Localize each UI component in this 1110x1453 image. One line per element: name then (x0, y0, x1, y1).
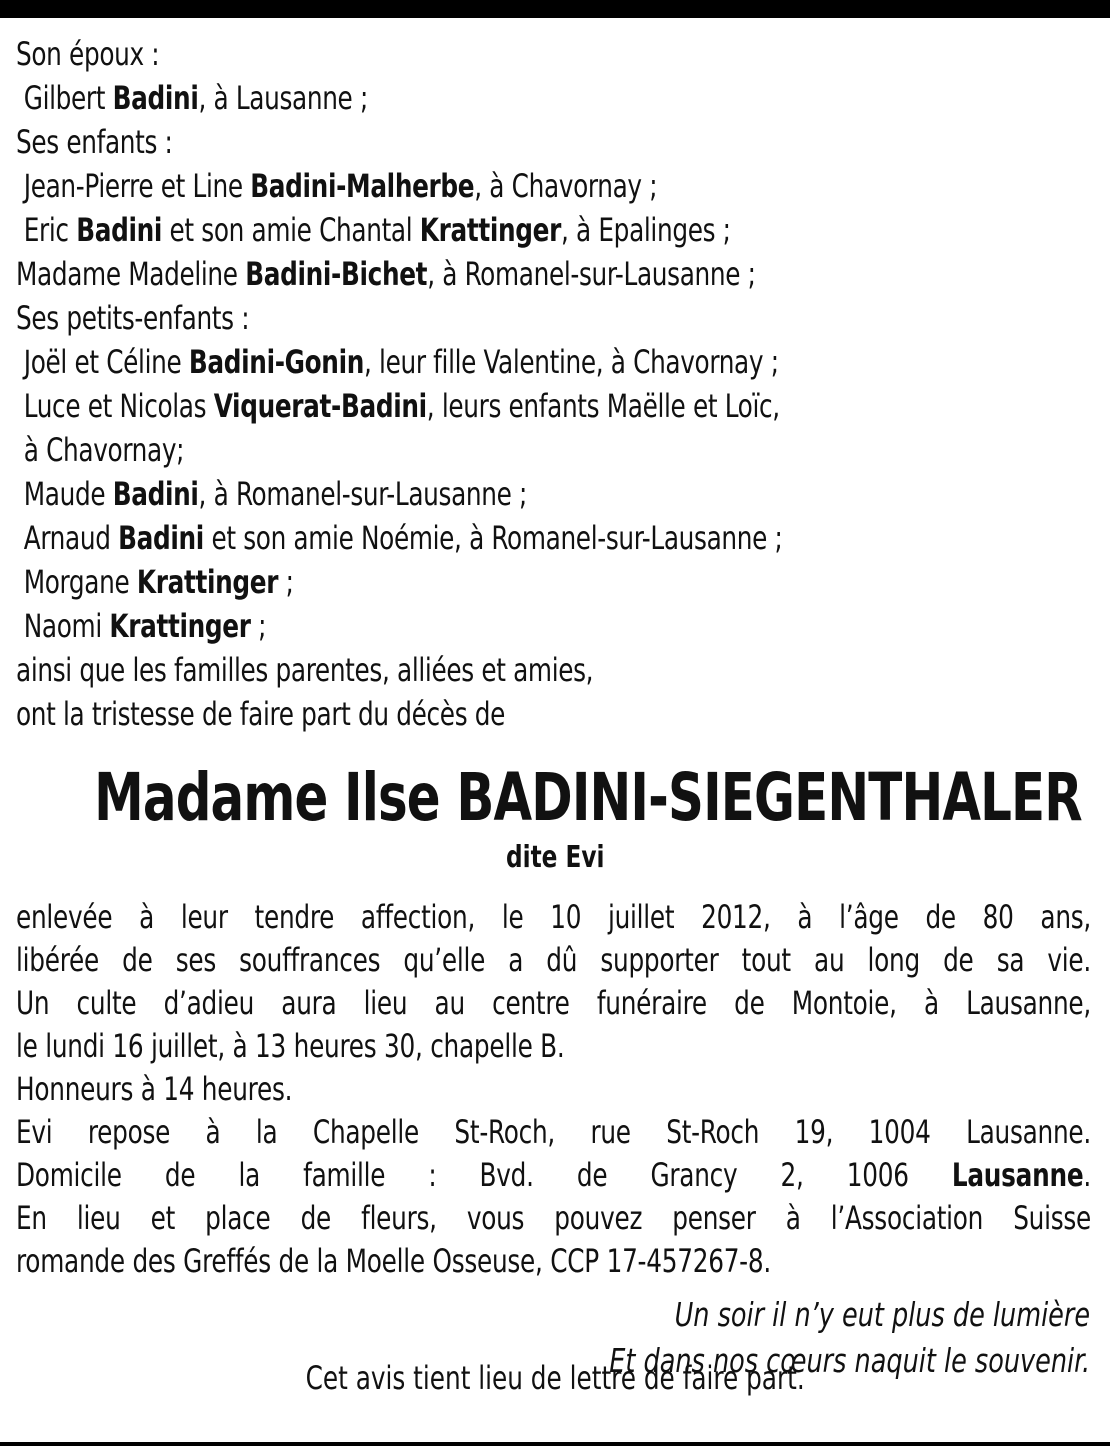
closing-note: Cet avis tient lieu de lettre de faire part. (305, 1359, 805, 1397)
details-line: Honneurs à 14 heures. (16, 1070, 293, 1108)
grandchild-entry: Luce et Nicolas Viquerat-Badini, leurs enfants Maëlle et Loïc, (23, 387, 780, 425)
spouse-heading: Son époux : (16, 35, 160, 73)
verse-line: Et dans nos cœurs naquit le souvenir. (609, 1341, 1090, 1380)
details-line: Evi repose à la Chapelle St-Roch, rue St-Roch 19, 1004 Lausanne. (16, 1113, 1091, 1151)
grandchild-entry: Naomi Krattinger ; (23, 607, 267, 645)
bottom-border-rule (0, 1442, 1110, 1446)
details-line: Un culte d’adieu aura lieu au centre funéraire de Montoie, à Lausanne, (16, 984, 1091, 1022)
grandchild-entry: Arnaud Badini et son amie Noémie, à Romanel-sur-Lausanne ; (23, 519, 783, 557)
grandchild-entry: Maude Badini, à Romanel-sur-Lausanne ; (23, 475, 528, 513)
family-list (16, 32, 945, 736)
grandchild-entry-continued: à Chavornay; (23, 431, 185, 469)
verse-line: Un soir il n’y eut plus de lumière (674, 1295, 1090, 1334)
grandchild-entry: Joël et Céline Badini-Gonin, leur fille Valentine, à Chavornay ; (23, 343, 779, 381)
child-entry: Jean-Pierre et Line Badini-Malherbe, à Chavornay ; (23, 167, 658, 205)
funeral-details (16, 896, 1091, 1283)
children-heading: Ses enfants : (16, 123, 173, 161)
details-line: Domicile de la famille : Bvd. de Grancy 2, 1006 Lausanne. (16, 1156, 1091, 1194)
child-entry: Eric Badini et son amie Chantal Krattinger, à Epalinges ; (23, 211, 731, 249)
deceased-nickname: dite Evi (505, 840, 605, 875)
grandchild-entry: Morgane Krattinger ; (23, 563, 294, 601)
details-line: le lundi 16 juillet, à 13 heures 30, chapelle B. (16, 1027, 565, 1065)
extended-family-line: ainsi que les familles parentes, alliées et amies, (16, 651, 594, 689)
child-entry: Madame Madeline Badini-Bichet, à Romanel-sur-Lausanne ; (16, 255, 756, 293)
details-line: romande des Greffés de la Moelle Osseuse, CCP 17-457267-8. (16, 1242, 771, 1280)
grandchildren-heading: Ses petits-enfants : (16, 299, 250, 337)
details-line: libérée de ses souffrances qu’elle a dû supporter tout au long de sa vie. (16, 941, 1091, 979)
details-line: En lieu et place de fleurs, vous pouvez penser à l’Association Suisse (16, 1199, 1091, 1237)
spouse-entry: Gilbert Badini, à Lausanne ; (23, 79, 368, 117)
top-border-rule (0, 0, 1110, 18)
announcement-line: ont la tristesse de faire part du décès de (16, 695, 506, 733)
details-line: enlevée à leur tendre affection, le 10 juillet 2012, à l’âge de 80 ans, (16, 898, 1091, 936)
deceased-name: Madame Ilse BADINI-SIEGENTHALER (94, 759, 1082, 836)
